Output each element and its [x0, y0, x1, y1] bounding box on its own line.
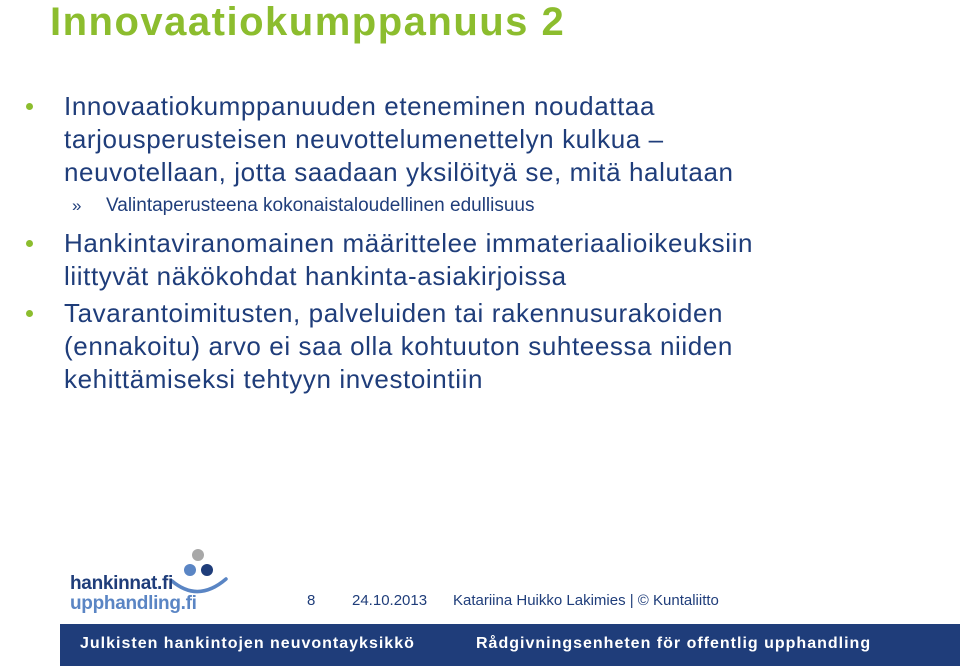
footer-date: 24.10.2013 — [352, 592, 428, 609]
logo-text-sv: upphandling.fi — [70, 593, 197, 614]
bullet-line: tarjousperusteisen neuvottelumenettelyn kulkua – — [64, 124, 664, 154]
bullet-dot-icon — [26, 240, 33, 247]
slide-body — [26, 90, 926, 398]
sub-bullet-text: Valintaperusteena kokonaistaloudellinen edullisuus — [106, 195, 535, 216]
bullet-line: neuvotellaan, jotta saadaan yksilöityä se, mitä halutaan — [64, 157, 734, 187]
logo-figures-icon — [168, 545, 238, 595]
sub-bullet-item — [26, 191, 926, 221]
hankinnat-logo — [70, 545, 220, 615]
bullet-line: Innovaatiokumppanuuden eteneminen noudattaa — [64, 91, 656, 121]
bullet-line: (ennakoitu) arvo ei saa olla kohtuuton suhteessa niiden — [64, 331, 733, 361]
bullet-item — [26, 297, 926, 396]
logo-text-fi: hankinnat.fi — [70, 573, 174, 594]
bullet-item — [26, 227, 926, 293]
bullet-dot-icon — [26, 310, 33, 317]
bullet-item — [26, 90, 926, 189]
footer-band-right: Rådgivningsenheten för offentlig upphandling — [476, 635, 872, 652]
footer-band — [60, 624, 960, 666]
footer-band-left: Julkisten hankintojen neuvontayksikkö — [80, 635, 415, 652]
page-number: 8 — [307, 592, 316, 609]
bullet-line: Hankintaviranomainen määrittelee immateriaalioikeuksiin — [64, 228, 754, 258]
bullet-line: Tavarantoimitusten, palveluiden tai rakennusurakoiden — [64, 298, 724, 328]
footer-author: Katariina Huikko Lakimies | © Kuntaliitto — [453, 592, 719, 609]
sub-bullet-marker-icon: » — [72, 196, 82, 215]
bullet-line: liittyvät näkökohdat hankinta-asiakirjoissa — [64, 261, 567, 291]
bullet-dot-icon — [26, 103, 33, 110]
slide-title: Innovaatiokumppanuus 2 — [50, 0, 566, 44]
bullet-line: kehittämiseksi tehtyyn investointiin — [64, 364, 484, 394]
